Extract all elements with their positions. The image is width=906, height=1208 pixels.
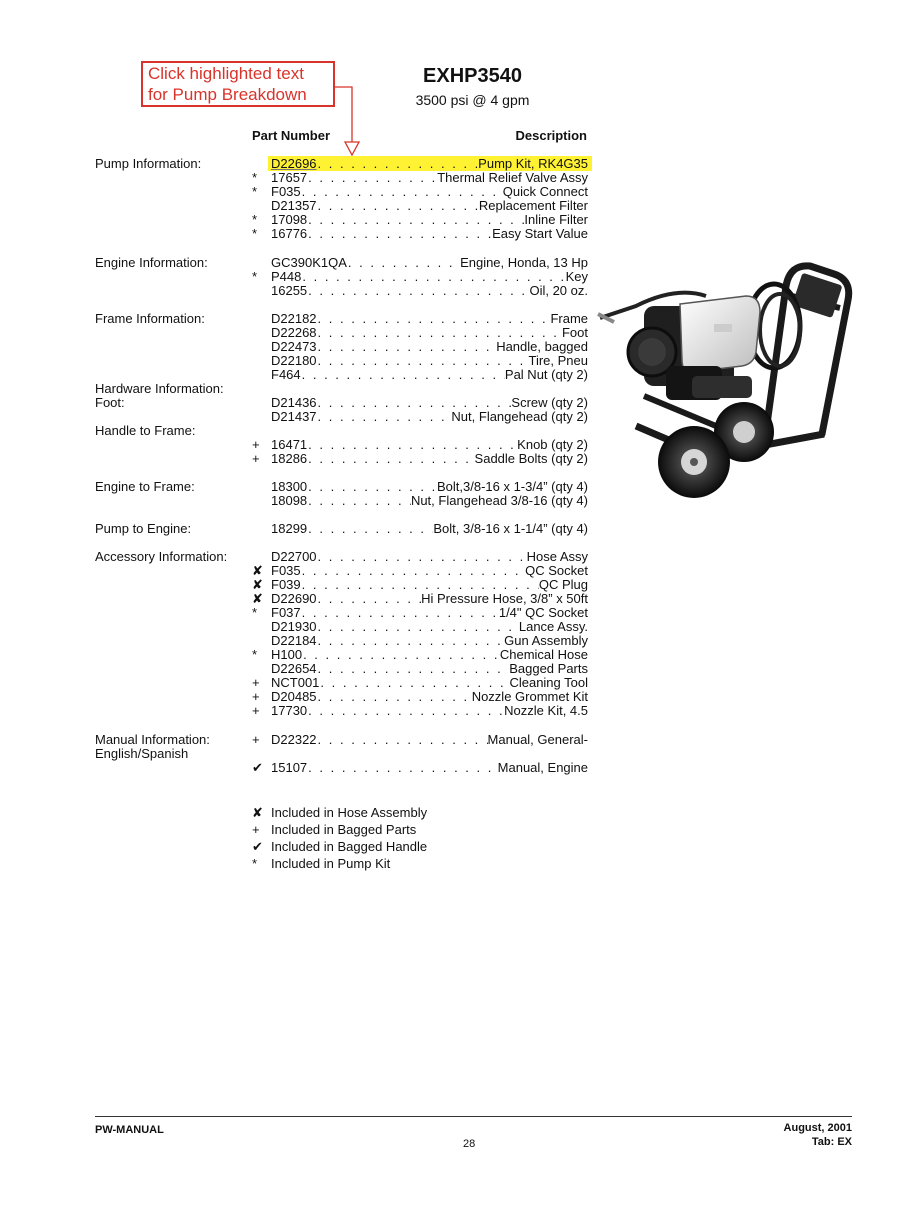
part-row [252,171,588,185]
part-number: F035 [271,564,301,578]
part-leader [271,522,588,536]
legend-text: Included in Bagged Parts [271,822,417,837]
part-description: Frame [550,312,588,326]
part-row [252,284,588,298]
part-leader [271,578,588,592]
part-description: Nut, Flangehead 3/8-16 (qty 4) [410,494,588,508]
part-leader [271,704,588,718]
part-description: Tire, Pneu [528,354,588,368]
legend-item [252,857,552,871]
dot-leader [307,480,437,494]
part-description: Gun Assembly [504,634,588,648]
footer-divider [95,1116,852,1117]
part-number: D22180 [271,354,317,368]
dot-leader [307,227,492,241]
part-row [252,592,588,606]
part-description: QC Socket [525,564,588,578]
footer-date: August, 2001 [783,1122,852,1134]
part-row [252,480,588,494]
part-leader [271,270,588,284]
part-number: GC390K1QA [271,256,347,270]
part-description: Cleaning Tool [509,676,588,690]
part-number[interactable]: D22696 [271,157,317,171]
part-leader [271,185,588,199]
part-number: F039 [271,578,301,592]
dot-leader [319,676,509,690]
dot-leader [301,564,526,578]
part-description: Key [565,270,588,284]
part-row [252,326,588,340]
dot-leader [317,690,472,704]
part-description: Engine, Honda, 13 Hp [460,256,588,270]
legend-item [252,840,552,854]
part-number: 17730 [271,704,308,718]
part-leader [271,690,588,704]
section-label: Pump to Engine: [95,521,192,536]
part-leader [271,438,588,452]
legend-item [252,823,552,837]
dot-leader [301,578,539,592]
page-number: 28 [463,1138,476,1150]
part-number: D22268 [271,326,317,340]
part-row [252,227,588,241]
part-number: D22700 [271,550,317,564]
callout-line-2: for Pump Breakdown [148,85,307,104]
part-leader [271,761,588,775]
dot-leader [317,312,551,326]
part-leader [271,452,588,466]
part-number: D21437 [271,410,317,424]
inclusion-mark: ✔ [252,760,263,775]
part-number-header: Part Number [252,128,331,143]
part-row [252,256,588,270]
dot-leader [301,270,565,284]
inclusion-mark: * [252,170,258,185]
part-row [252,438,588,452]
part-number: F037 [271,606,301,620]
part-number: F464 [271,368,301,382]
part-description: Quick Connect [502,185,588,199]
dot-leader [307,761,498,775]
part-row [252,185,588,199]
part-row [252,662,588,676]
part-leader [271,354,588,368]
part-row [252,452,588,466]
part-leader [271,733,588,747]
part-row [252,270,588,284]
part-description: Manual, Engine [497,761,588,775]
part-leader [271,256,588,270]
pump-breakdown-callout [141,61,335,107]
part-row [252,676,588,690]
part-leader [271,564,588,578]
part-row [252,312,588,326]
dot-leader [307,452,474,466]
section-label: Handle to Frame: [95,423,196,438]
dot-leader [307,704,504,718]
part-leader [271,199,588,213]
dot-leader [317,340,497,354]
part-description: Screw (qty 2) [511,396,588,410]
part-description: Thermal Relief Valve Assy [437,171,588,185]
part-number: NCT001 [271,676,320,690]
dot-leader [317,354,529,368]
footer-tab: Tab: EX [811,1136,852,1148]
inclusion-mark: + [252,675,260,690]
section-label: Engine to Frame: [95,479,195,494]
part-leader [271,396,588,410]
part-description: Foot [561,326,588,340]
part-number: D22184 [271,634,317,648]
part-description: Knob (qty 2) [517,438,588,452]
inclusion-mark: ✘ [252,563,263,578]
dot-leader [307,213,524,227]
dot-leader [301,368,505,382]
dot-leader [317,326,562,340]
part-row [252,648,588,662]
part-row [252,199,588,213]
part-description: Pal Nut (qty 2) [504,368,588,382]
inclusion-mark: ✘ [252,591,263,606]
dot-leader [307,284,529,298]
dot-leader [317,733,488,747]
part-number: 18299 [271,522,308,536]
legend-text: Included in Hose Assembly [271,805,428,820]
inclusion-mark: * [252,605,258,620]
part-number: D22322 [271,733,317,747]
part-description[interactable]: Pump Kit, RK4G35 [478,157,588,171]
inclusion-mark: * [252,226,258,241]
part-number: 17098 [271,213,308,227]
part-description: Replacement Filter [478,199,588,213]
part-row [252,354,588,368]
dot-leader [307,171,437,185]
part-row [252,690,588,704]
part-leader [271,634,588,648]
part-number: D22182 [271,312,317,326]
part-number: 17657 [271,171,308,185]
part-description: Nozzle Grommet Kit [471,690,588,704]
dot-leader [317,550,527,564]
legend-text: Included in Pump Kit [271,856,391,871]
part-number: D22473 [271,340,317,354]
dot-leader [317,662,510,676]
part-description: Bolt,3/8-16 x 1-3/4” (qty 4) [436,480,588,494]
model-subtitle: 3500 psi @ 4 gpm [415,92,530,108]
part-leader [271,227,588,241]
section-label: Foot: [95,395,125,410]
part-number: 16776 [271,227,308,241]
pressure-washer-image [596,256,858,504]
part-number: D20485 [271,690,317,704]
part-row [252,620,588,634]
part-number: 18300 [271,480,308,494]
part-leader [271,410,588,424]
part-row [252,704,588,718]
part-row [252,368,588,382]
part-description: QC Plug [538,578,588,592]
part-leader [271,494,588,508]
dot-leader [317,620,519,634]
dot-leader [307,438,517,452]
part-description: Manual, General- [487,733,588,747]
section-label: Frame Information: [95,311,205,326]
part-leader [271,326,588,340]
part-number: 16255 [271,284,308,298]
dot-leader [302,648,500,662]
legend-text: Included in Bagged Handle [271,839,428,854]
part-number: D22654 [271,662,317,676]
part-number: 16471 [271,438,308,452]
dot-leader [317,199,479,213]
part-number: 15107 [271,761,308,775]
part-number: D21930 [271,620,317,634]
part-description: Lance Assy. [518,620,588,634]
section-label: English/Spanish [95,746,189,761]
part-number: P448 [271,270,302,284]
part-number: 18098 [271,494,308,508]
part-leader [271,213,588,227]
part-number: D22690 [271,592,317,606]
section-label: Pump Information: [95,156,202,171]
footer-manual-name: PW-MANUAL [95,1124,164,1136]
section-label: Accessory Information: [95,549,228,564]
inclusion-mark: * [252,212,258,227]
part-leader [271,157,588,171]
part-number: 18286 [271,452,308,466]
dot-leader [301,606,499,620]
part-row [252,213,588,227]
legend-mark: * [252,856,258,871]
dot-leader [317,592,422,606]
part-leader [271,171,588,185]
legend-mark: ✔ [252,839,263,854]
section-label: Engine Information: [95,255,208,270]
part-description: 1/4" QC Socket [498,606,588,620]
part-description: Hose Assy [526,550,588,564]
part-row [252,410,588,424]
inclusion-mark: + [252,451,260,466]
part-row [252,606,588,620]
part-description: Oil, 20 oz. [529,284,588,298]
legend-mark: ✘ [252,805,263,820]
part-leader [271,480,588,494]
inclusion-mark: * [252,647,258,662]
callout-line-1: Click highlighted text [148,64,304,83]
part-description: Chemical Hose [499,648,588,662]
dot-leader [307,494,411,508]
footer-right-block [784,1121,852,1149]
dot-leader [307,522,433,536]
part-number: H100 [271,648,303,662]
dot-leader [317,157,479,171]
part-description: Hi Pressure Hose, 3/8” x 50ft [421,592,588,606]
description-header: Description [515,128,587,143]
part-leader [271,592,588,606]
part-leader [271,340,588,354]
part-row [252,494,588,508]
inclusion-mark: * [252,184,258,199]
part-number: D21357 [271,199,317,213]
inclusion-mark: + [252,732,260,747]
inclusion-mark: + [252,689,260,704]
inclusion-mark: + [252,703,260,718]
part-leader [271,676,588,690]
part-row [252,578,588,592]
part-description: Bolt, 3/8-16 x 1-1/4” (qty 4) [433,522,588,536]
part-leader [271,312,588,326]
part-leader [271,648,588,662]
dot-leader [317,634,505,648]
legend-mark: + [252,822,260,837]
part-row [252,564,588,578]
part-description: Inline Filter [524,213,588,227]
dot-leader [301,185,503,199]
dot-leader [317,410,452,424]
part-number: F035 [271,185,301,199]
part-row [252,761,588,775]
part-row [252,550,588,564]
inclusion-mark: + [252,437,260,452]
part-leader [271,620,588,634]
dot-leader [347,256,460,270]
section-label: Hardware Information: [95,381,224,396]
section-label: Manual Information: [95,732,210,747]
inclusion-mark: * [252,269,258,284]
part-description: Nozzle Kit, 4.5 [504,704,588,718]
part-leader [271,284,588,298]
part-number: D21436 [271,396,317,410]
part-leader [271,368,588,382]
dot-leader [317,396,512,410]
part-description: Easy Start Value [492,227,588,241]
part-row [252,634,588,648]
part-leader [271,550,588,564]
inclusion-mark: ✘ [252,577,263,592]
callout-arrow-icon [335,78,365,160]
part-row [252,396,588,410]
part-row [252,340,588,354]
legend-item [252,806,552,820]
part-description: Nut, Flangehead (qty 2) [451,410,588,424]
part-description: Saddle Bolts (qty 2) [474,452,588,466]
part-description: Bagged Parts [509,662,588,676]
part-leader [271,606,588,620]
part-row [252,733,588,747]
part-row [252,522,588,536]
part-description: Handle, bagged [496,340,588,354]
pump-kit-link-row[interactable] [252,157,588,171]
model-title: EXHP3540 [423,65,522,87]
part-leader [271,662,588,676]
